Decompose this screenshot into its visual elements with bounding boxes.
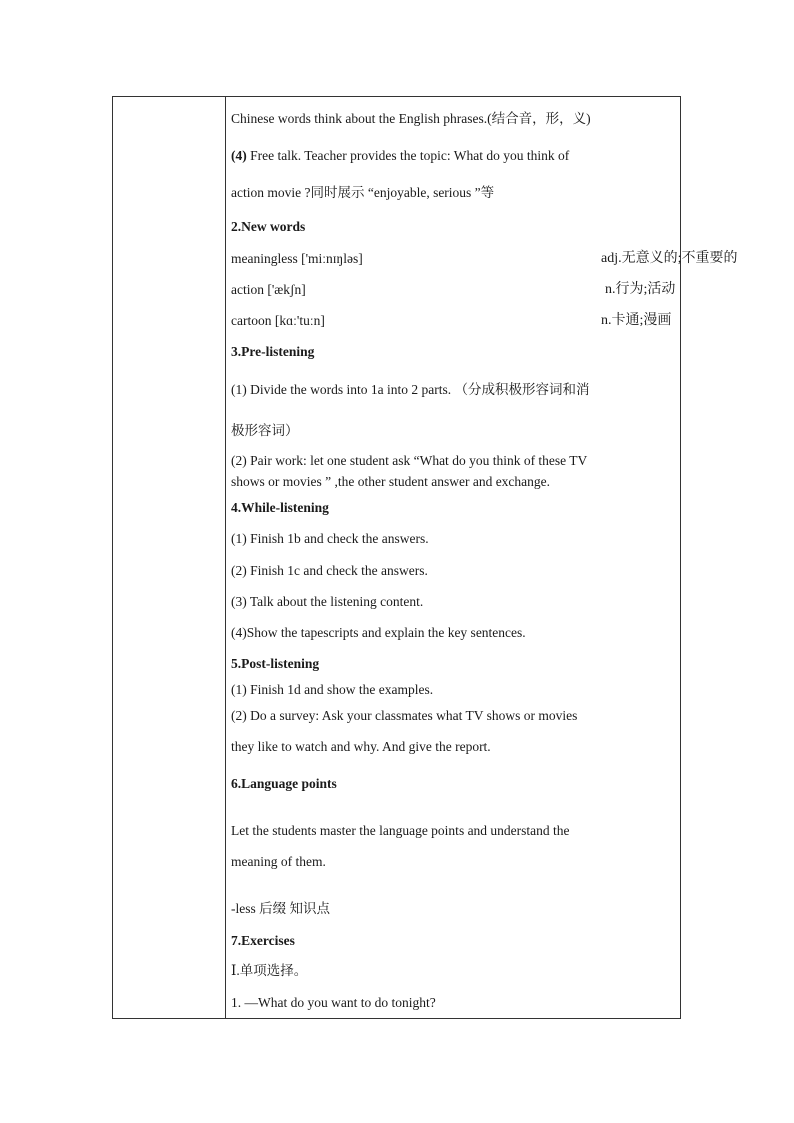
new-word: action ['ækʃn] (231, 282, 306, 297)
text-line: meaning of them. (231, 854, 326, 869)
new-word-row (231, 251, 738, 267)
section-heading: 7.Exercises (231, 933, 295, 948)
left-column-cell (113, 97, 226, 1018)
text-line: (2) Do a survey: Ask your classmates what TV shows or movies (231, 708, 578, 723)
text-line: (1) Finish 1d and show the examples. (231, 682, 434, 697)
text-line: (2) Finish 1c and check the answers. (231, 563, 428, 578)
new-word-meaning: n.行为;活动 (605, 282, 676, 297)
section-heading: 3.Pre-listening (231, 344, 315, 359)
text-line: 极形容词） (231, 423, 299, 438)
text-line: Ⅰ.单项选择。 (231, 963, 308, 978)
new-word-meaning: n.卡通;漫画 (601, 313, 672, 328)
section-heading: 5.Post-listening (231, 656, 320, 671)
text-line: Let the students master the language points and understand the (231, 823, 570, 838)
text-line: -less 后缀 知识点 (231, 901, 330, 916)
new-word-meaning: adj.无意义的;不重要的 (601, 251, 738, 266)
text-line: (1) Divide the words into 1a into 2 parts. （分成积极形容词和消 (231, 382, 590, 397)
text-line: (3) Talk about the listening content. (231, 594, 424, 609)
text-line: they like to watch and why. And give the report. (231, 739, 491, 754)
free-talk-line (231, 148, 569, 164)
text-line: shows or movies ” ,the other student answer and exchange. (231, 474, 551, 489)
lesson-table (112, 96, 738, 1019)
section-heading: 2.New words (231, 219, 306, 234)
section-heading: 6.Language points (231, 776, 337, 791)
intro-line: Chinese words think about the English phrases.(结合音，形，义) (231, 111, 591, 126)
new-word-row (231, 313, 672, 329)
new-word: cartoon [kɑː'tuːn] (231, 313, 325, 328)
text-line: 1. —What do you want to do tonight? (231, 995, 436, 1010)
section-heading: 4.While-listening (231, 500, 329, 515)
step-number: (4) (231, 148, 247, 163)
text-line: (2) Pair work: let one student ask “What do you think of these TV (231, 453, 588, 468)
text-line: (4)Show the tapescripts and explain the key sentences. (231, 625, 526, 640)
new-word-row (231, 282, 676, 298)
free-talk-line-2: action movie ?同时展示 “enjoyable, serious ”等 (231, 185, 495, 200)
text-line: (1) Finish 1b and check the answers. (231, 531, 429, 546)
new-word: meaningless ['miːnɪŋləs] (231, 251, 363, 266)
free-talk-text: Free talk. Teacher provides the topic: What do you think of (250, 148, 570, 163)
